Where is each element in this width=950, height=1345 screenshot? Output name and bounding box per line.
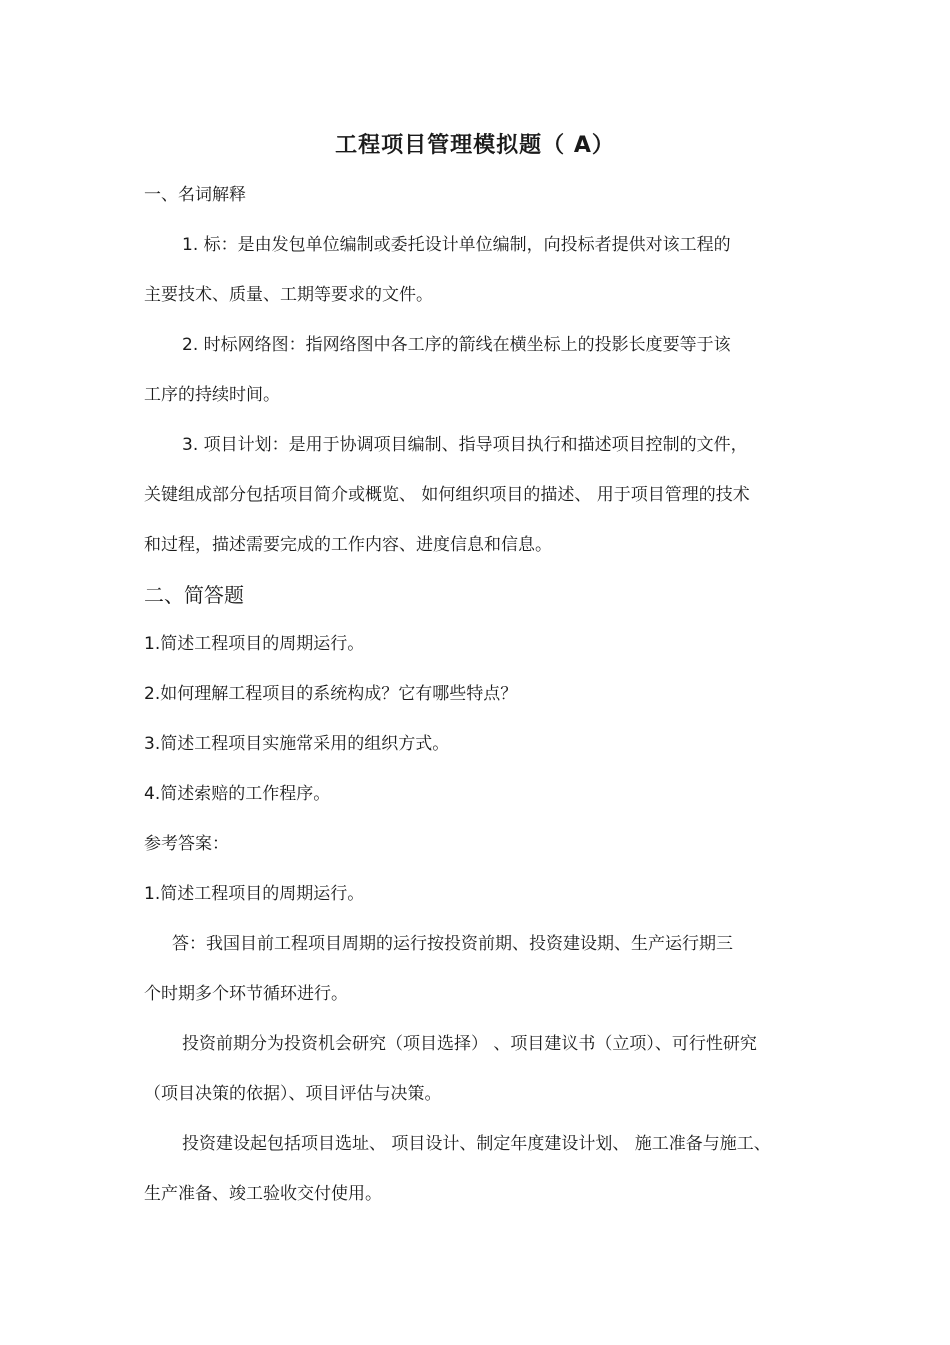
term-1-line-1: 1. 标：是由发包单位编制或委托设计单位编制，向投标者提供对该工程的: [182, 235, 731, 255]
answer-1-para-2-line-2: （项目决策的依据）、项目评估与决策。: [144, 1084, 442, 1104]
answer-1-para-3-line-1: 投资建设起包括项目选址、 项目设计、制定年度建设计划、 施工准备与施工、: [182, 1134, 771, 1154]
answer-1-para-2-line-1: 投资前期分为投资机会研究（项目选择） 、项目建议书（立项）、可行性研究: [182, 1034, 757, 1054]
term-1-line-2: 主要技术、质量、工期等要求的文件。: [144, 285, 433, 305]
answers-heading: 参考答案：: [144, 834, 229, 854]
answer-1-para-1-line-2: 个时期多个环节循环进行。: [144, 984, 348, 1004]
question-4: 4.简述索赔的工作程序。: [144, 784, 331, 804]
term-3-line-3: 和过程，描述需要完成的工作内容、进度信息和信息。: [144, 535, 552, 555]
section-heading-short-answer: 二、简答题: [144, 583, 244, 607]
answer-1-para-1-line-1: 答：我国目前工程项目周期的运行按投资前期、投资建设期、生产运行期三: [172, 934, 733, 954]
answer-1-para-3-line-2: 生产准备、竣工验收交付使用。: [144, 1184, 382, 1204]
term-3-line-2: 关键组成部分包括项目简介或概览、 如何组织项目的描述、 用于项目管理的技术: [144, 485, 750, 505]
term-3-line-1: 3. 项目计划：是用于协调项目编制、指导项目执行和描述项目控制的文件，: [182, 435, 748, 455]
question-1: 1.简述工程项目的周期运行。: [144, 634, 365, 654]
question-2: 2.如何理解工程项目的系统构成？它有哪些特点？: [144, 684, 518, 704]
section-heading-terms: 一、名词解释: [144, 185, 246, 205]
document-title: 工程项目管理模拟题（ A）: [335, 133, 615, 158]
term-2-line-2: 工序的持续时间。: [144, 385, 280, 405]
question-3: 3.简述工程项目实施常采用的组织方式。: [144, 734, 450, 754]
answer-1-title: 1.简述工程项目的周期运行。: [144, 884, 365, 904]
term-2-line-1: 2. 时标网络图：指网络图中各工序的箭线在横坐标上的投影长度要等于该: [182, 335, 731, 355]
